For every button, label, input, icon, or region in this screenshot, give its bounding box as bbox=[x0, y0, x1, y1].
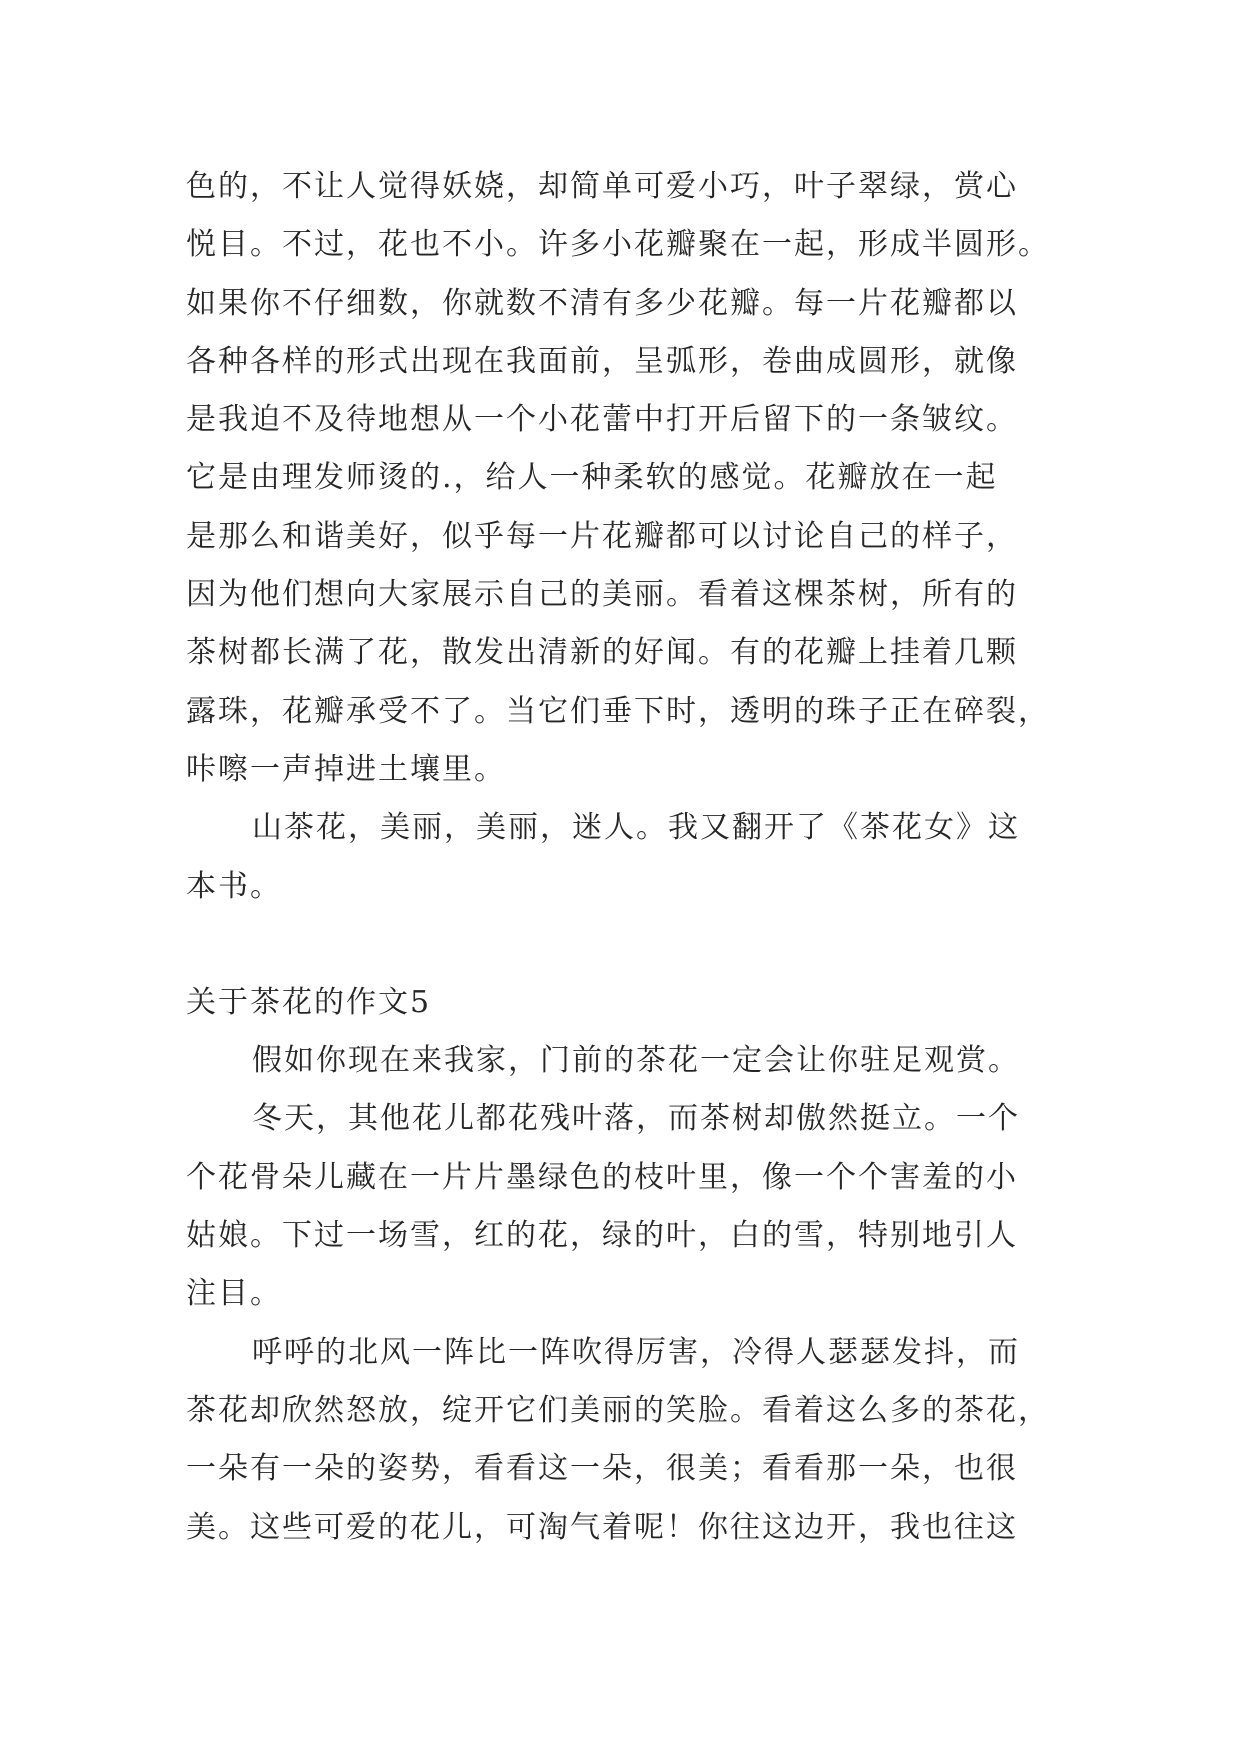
text-line: 咔嚓一声掉进土壤里。 bbox=[186, 751, 506, 787]
section-title: 关于茶花的作文5 bbox=[186, 984, 432, 1020]
paragraph bbox=[186, 1032, 1066, 1090]
text-line: 各种各样的形式出现在我面前，呈弧形，卷曲成圆形，就像 bbox=[186, 343, 1018, 379]
paragraph bbox=[186, 799, 1066, 916]
text-line: 注目。 bbox=[186, 1276, 282, 1312]
text-line: 是我迫不及待地想从一个小花蕾中打开后留下的一条皱纹。 bbox=[186, 402, 1018, 438]
text-line: 假如你现在来我家，门前的茶花一定会让你驻足观赏。 bbox=[252, 1043, 1020, 1079]
blank-line bbox=[186, 916, 1066, 974]
text-line: 一朵有一朵的姿势，看看这一朵，很美；看看那一朵，也很 bbox=[186, 1451, 1018, 1487]
text-line: 个花骨朵儿藏在一片片墨绿色的枝叶里，像一个个害羞的小 bbox=[186, 1159, 1018, 1195]
text-line: 姑娘。下过一场雪，红的花，绿的叶，白的雪，特别地引人 bbox=[186, 1218, 1018, 1254]
text-line: 冬天，其他花儿都花残叶落，而茶树却傲然挺立。一个 bbox=[252, 1101, 1020, 1137]
text-line: 呼呼的北风一阵比一阵吹得厉害，冷得人瑟瑟发抖，而 bbox=[252, 1334, 1020, 1370]
paragraph bbox=[186, 1090, 1066, 1323]
paragraph bbox=[186, 1324, 1066, 1557]
text-line: 悦目。不过，花也不小。许多小花瓣聚在一起，形成半圆形。 bbox=[186, 227, 1050, 263]
document-body bbox=[186, 158, 1066, 1557]
text-line: 因为他们想向大家展示自己的美丽。看着这棵茶树，所有的 bbox=[186, 577, 1018, 613]
paragraph bbox=[186, 158, 1066, 799]
text-line: 露珠，花瓣承受不了。当它们垂下时，透明的珠子正在碎裂， bbox=[186, 693, 1050, 729]
text-line: 本书。 bbox=[186, 868, 282, 904]
text-line: 茶花却欣然怒放，绽开它们美丽的笑脸。看着这么多的茶花， bbox=[186, 1392, 1050, 1428]
text-line: 如果你不仔细数，你就数不清有多少花瓣。每一片花瓣都以 bbox=[186, 285, 1018, 321]
text-line: 是那么和谐美好，似乎每一片花瓣都可以讨论自己的样子， bbox=[186, 518, 1018, 554]
section-title-block bbox=[186, 974, 1066, 1032]
text-line: 茶树都长满了花，散发出清新的好闻。有的花瓣上挂着几颗 bbox=[186, 635, 1018, 671]
text-line: 美。这些可爱的花儿，可淘气着呢！你往这边开，我也往这 bbox=[186, 1509, 1018, 1545]
text-line: 山茶花，美丽，美丽，迷人。我又翻开了《茶花女》这 bbox=[252, 810, 1020, 846]
text-line: 它是由理发师烫的.，给人一种柔软的感觉。花瓣放在一起 bbox=[186, 460, 998, 496]
text-line: 色的，不让人觉得妖娆，却简单可爱小巧，叶子翠绿，赏心 bbox=[186, 169, 1018, 204]
